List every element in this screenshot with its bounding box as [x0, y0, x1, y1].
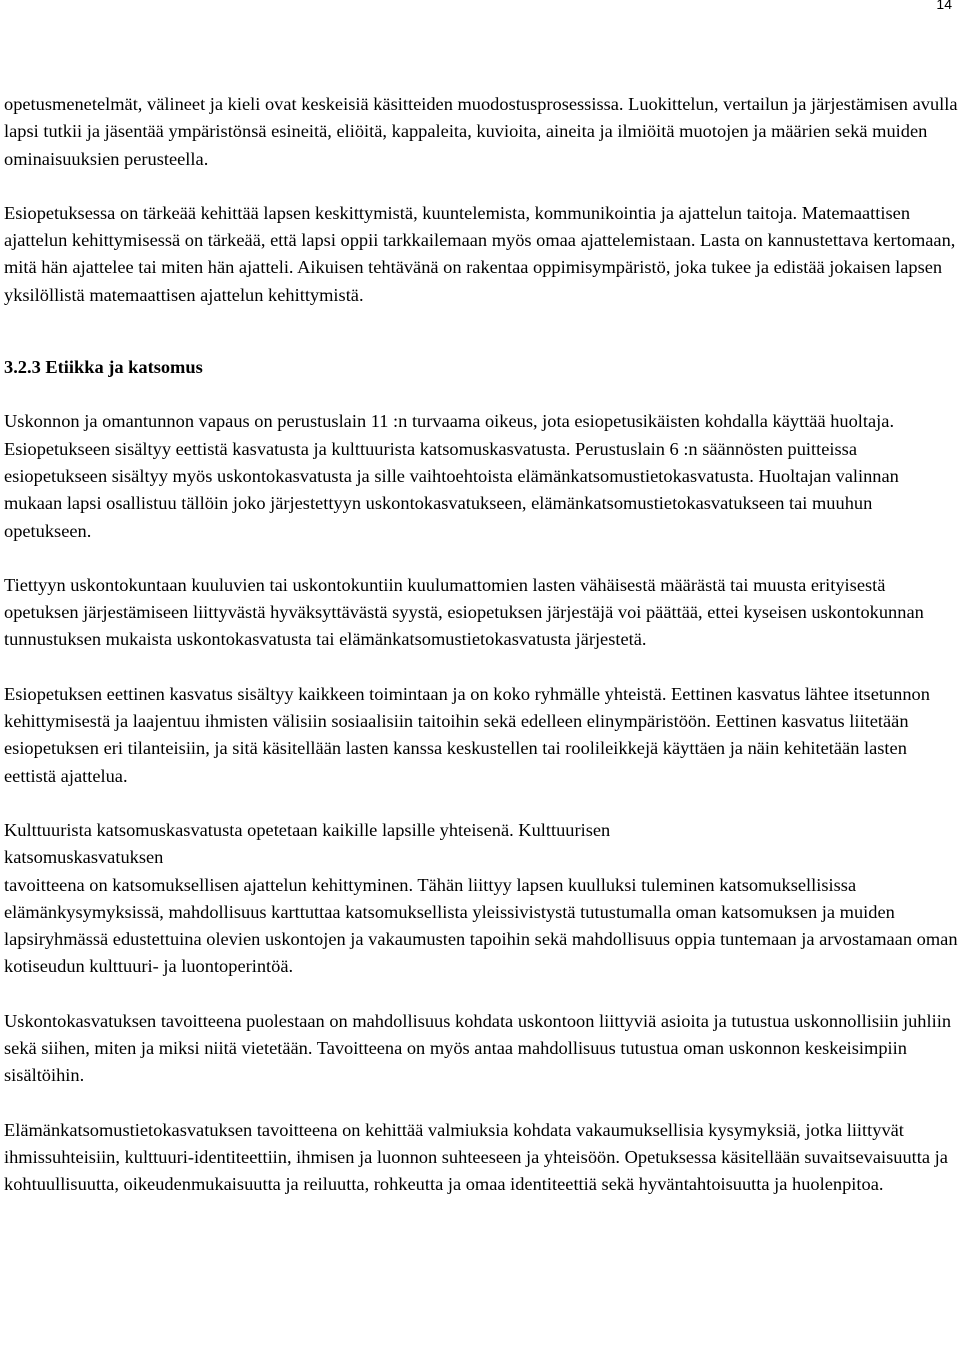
paragraph-concept-formation: opetusmenetelmät, välineet ja kieli ovat keskeisiä käsitteiden muodostusprosessissa. Luokittelun, vertailun ja järjestämisen avulla lapsi tutkii ja jäsentää ympäristönsä esineitä, eliöitä, kappaleita, kuvioita, aineita ja ilmiöitä muotojen ja määrien sekä muiden ominaisuuksien perusteella.: [4, 94, 958, 169]
paragraph-cultural-worldview: [4, 817, 959, 981]
paragraph-life-philosophy: Elämänkatsomustietokasvatuksen tavoitteena on kehittää valmiuksia kohdata vakaumuksellisia kysymyksiä, jotka liittyvät ihmissuhteisiin, kulttuuri-identiteettiin, ihmisen ja luonnon suhteeseen ja yhteisöön. Opetuksessa käsitellään suvaitsevaisuutta ja kohtuullisuutta, oikeudenmukaisuutta ja reiluutta, rohkeutta ja omaa identiteettiä sekä hyväntahtoisuutta ja huolenpitoa.: [4, 1119, 948, 1195]
cultural-worldview-line-2: katsomuskasvatuksen: [4, 847, 164, 868]
cultural-worldview-line-1: Kulttuurista katsomuskasvatusta opetetaan kaikille lapsille yhteisenä. Kulttuurisen: [4, 819, 611, 840]
paragraph-organizer-decision: Tiettyyn uskontokuntaan kuuluvien tai uskontokuntiin kuulumattomien lasten vähäisestä määrästä tai muusta erityisestä opetuksen järjestämiseen liittyvästä hyväksyttävästä syystä, esiopetuksen järjestäjä voi päättää, ettei kyseisen uskontokunnan tunnustuksen mukaista uskontokasvatusta tai elämänkatsomustietokasvatusta järjestetä.: [4, 574, 924, 650]
paragraph-religious-education: Uskontokasvatuksen tavoitteena puolestaan on mahdollisuus kohdata uskontoon liittyviä asioita ja tutustua uskonnollisiin juhliin sekä siihen, miten ja miksi niitä vietetään. Tavoitteena on myös antaa mahdollisuus tutustua oman uskonnon keskeisimpiin sisältöihin.: [4, 1010, 952, 1086]
cultural-worldview-rest: tavoitteena on katsomuksellisen ajattelun kehittyminen. Tähän liittyy lapsen kuulluksi tuleminen katsomuksellisissa elämänkysymyksissä, mahdollisuus karttuttaa katsomuksellista yleissivistystä tutustumalla oman katsomuksen ja muiden lapsiryhmässä edustettuina olevien uskontojen ja vakaumusten tapoihin sekä mahdollisuus oppia tuntemaan ja arvostamaan oman kotiseudun kulttuuri- ja luontoperintöä.: [4, 874, 958, 977]
paragraph-religious-freedom: Uskonnon ja omantunnon vapaus on perustuslain 11 :n turvaama oikeus, jota esiopetusikäisten kohdalla käyttää huoltaja. Esiopetukseen sisältyy eettistä kasvatusta ja kulttuurista katsomuskasvatusta. Perustuslain 6 :n säännösten puitteissa esiopetukseen sisältyy myös uskontokasvatusta ja sille vaihtoehtoista elämänkatsomustietokasvatusta. Huoltajan valinnan mukaan lapsi osallistuu tällöin joko järjestettyyn uskontokasvatukseen, elämänkatsomustietokasvatukseen tai muuhun opetukseen.: [4, 411, 899, 541]
document-body: [4, 91, 959, 1199]
paragraph-preschool-thinking: Esiopetuksessa on tärkeää kehittää lapsen keskittymistä, kuuntelemista, kommunikointia ja ajattelun taitoja. Matemaattisen ajattelun kehittymisessä on tärkeää, että lapsi oppii tarkkailemaan myös omaa ajattelemistaan. Lasta on kannustettava kertomaan, mitä hän ajattelee tai miten hän ajatteli. Aikuisen tehtävänä on rakentaa oppimisympäristö, joka tukee ja edistää jokaisen lapsen yksilöllistä matemaattisen ajattelun kehittymistä.: [4, 202, 956, 305]
paragraph-ethical-education: Esiopetuksen eettinen kasvatus sisältyy kaikkeen toimintaan ja on koko ryhmälle yhteistä. Eettinen kasvatus lähtee itsetunnon kehittymisestä ja laajentuu ihmisten välisiin sosiaalisiin taitoihin sekä edelleen elinympäristöön. Eettinen kasvatus liitetään esiopetuksen eri tilanteisiin, ja sitä käsitellään lasten kanssa keskustellen tai roolileikkejä käyttäen ja näin kehitetään lasten eettistä ajattelua.: [4, 683, 930, 786]
section-heading: 3.2.3 Etiikka ja katsomus: [4, 357, 203, 378]
page-number: 14: [936, 0, 952, 12]
